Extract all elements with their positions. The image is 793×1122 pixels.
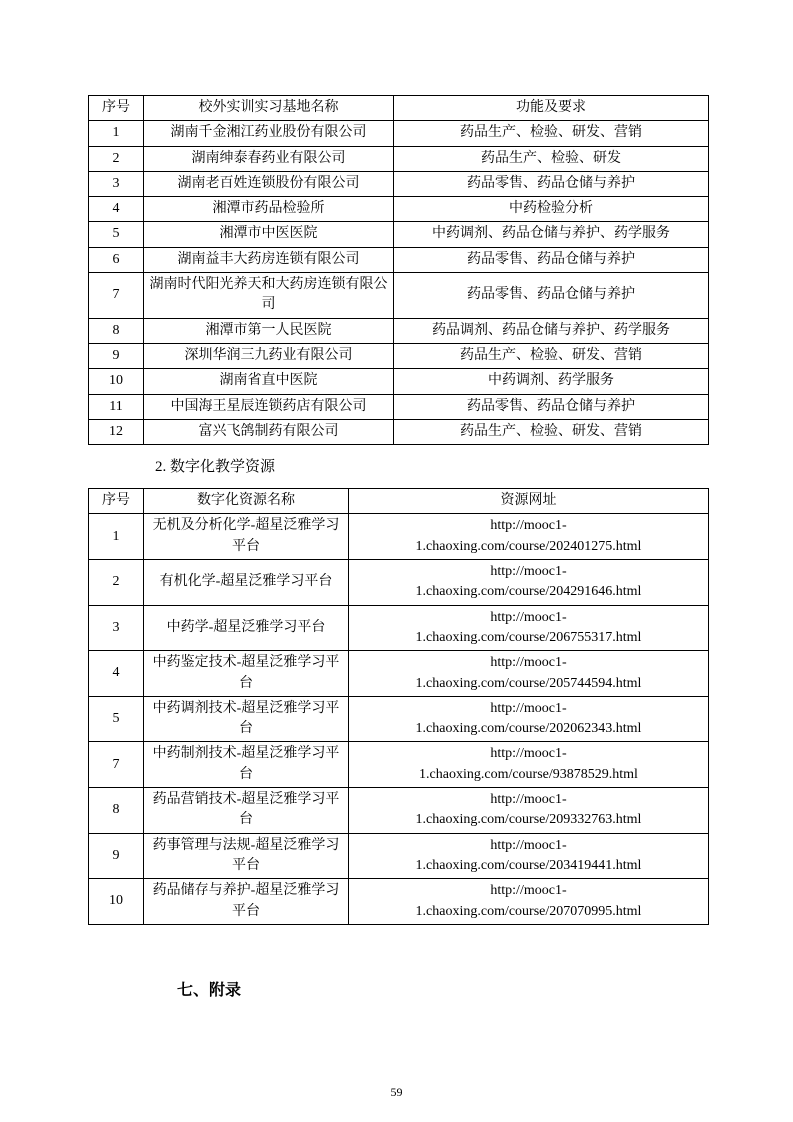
url-line: 1.chaoxing.com/course/209332763.html <box>415 812 642 828</box>
row-number: 7 <box>89 273 144 319</box>
table-row <box>89 419 709 444</box>
base-function: 药品零售、药品仓储与养护 <box>394 247 709 272</box>
resource-name: 药品储存与养护-超星泛雅学习平台 <box>144 879 349 925</box>
column-header-base-name: 校外实训实习基地名称 <box>144 96 394 121</box>
resource-name: 中药调剂技术-超星泛雅学习平台 <box>144 696 349 742</box>
table-row <box>89 343 709 368</box>
resource-url <box>349 651 709 697</box>
resource-name: 中药制剂技术-超星泛雅学习平台 <box>144 742 349 788</box>
url-line: http://mooc1- <box>490 746 567 762</box>
page-number: 59 <box>390 1085 403 1099</box>
row-number: 10 <box>89 369 144 394</box>
base-name: 湘潭市中医医院 <box>144 222 394 247</box>
row-number: 5 <box>89 696 144 742</box>
row-number: 1 <box>89 121 144 146</box>
base-name: 深圳华润三九药业有限公司 <box>144 343 394 368</box>
training-bases-table <box>88 95 709 445</box>
table-row <box>89 197 709 222</box>
table-header-row <box>89 96 709 121</box>
row-number: 9 <box>89 343 144 368</box>
base-name: 富兴飞鸽制药有限公司 <box>144 419 394 444</box>
table-row <box>89 394 709 419</box>
url-line: 1.chaoxing.com/course/202401275.html <box>415 538 642 554</box>
base-name: 湘潭市第一人民医院 <box>144 318 394 343</box>
row-number: 4 <box>89 651 144 697</box>
table-row <box>89 560 709 606</box>
resource-name: 中药学-超星泛雅学习平台 <box>144 605 349 651</box>
table-row <box>89 605 709 651</box>
url-line: http://mooc1- <box>490 518 567 534</box>
base-name: 湘潭市药品检验所 <box>144 197 394 222</box>
row-number: 12 <box>89 419 144 444</box>
url-line: 1.chaoxing.com/course/205744594.html <box>415 675 642 691</box>
base-name: 中国海王星辰连锁药店有限公司 <box>144 394 394 419</box>
table-row <box>89 696 709 742</box>
row-number: 9 <box>89 833 144 879</box>
digital-resources-table <box>88 488 709 925</box>
resource-url <box>349 833 709 879</box>
table-header-row <box>89 489 709 514</box>
url-line: http://mooc1- <box>490 564 567 580</box>
row-number: 11 <box>89 394 144 419</box>
column-header-number: 序号 <box>89 489 144 514</box>
table-row <box>89 879 709 925</box>
row-number: 2 <box>89 560 144 606</box>
table-row <box>89 318 709 343</box>
column-header-function: 功能及要求 <box>394 96 709 121</box>
resource-url <box>349 788 709 834</box>
resource-url <box>349 742 709 788</box>
url-line: 1.chaoxing.com/course/202062343.html <box>415 721 642 737</box>
table-row <box>89 273 709 319</box>
column-header-resource-name: 数字化资源名称 <box>144 489 349 514</box>
url-line: 1.chaoxing.com/course/204291646.html <box>415 584 642 600</box>
table-row <box>89 121 709 146</box>
base-function: 中药调剂、药品仓储与养护、药学服务 <box>394 222 709 247</box>
base-name: 湖南时代阳光养天和大药房连锁有限公司 <box>144 273 394 319</box>
url-line: http://mooc1- <box>490 700 567 716</box>
resource-url <box>349 560 709 606</box>
url-line: 1.chaoxing.com/course/206755317.html <box>415 629 642 645</box>
resource-name: 药品营销技术-超星泛雅学习平台 <box>144 788 349 834</box>
table-row <box>89 651 709 697</box>
base-name: 湖南绅泰春药业有限公司 <box>144 146 394 171</box>
row-number: 1 <box>89 514 144 560</box>
base-function: 药品生产、检验、研发 <box>394 146 709 171</box>
base-function: 药品调剂、药品仓储与养护、药学服务 <box>394 318 709 343</box>
column-header-resource-url: 资源网址 <box>349 489 709 514</box>
resource-url <box>349 696 709 742</box>
base-name: 湖南益丰大药房连锁有限公司 <box>144 247 394 272</box>
row-number: 10 <box>89 879 144 925</box>
url-line: 1.chaoxing.com/course/207070995.html <box>415 903 642 919</box>
url-line: 1.chaoxing.com/course/203419441.html <box>415 857 642 873</box>
base-function: 药品生产、检验、研发、营销 <box>394 343 709 368</box>
url-line: http://mooc1- <box>490 609 567 625</box>
url-line: http://mooc1- <box>490 837 567 853</box>
table-row <box>89 247 709 272</box>
base-name: 湖南省直中医院 <box>144 369 394 394</box>
row-number: 8 <box>89 788 144 834</box>
table-row <box>89 514 709 560</box>
table-row <box>89 742 709 788</box>
resource-url <box>349 605 709 651</box>
base-function: 药品生产、检验、研发、营销 <box>394 419 709 444</box>
section-heading-digital-resources: 2. 数字化教学资源 <box>155 459 276 476</box>
base-name: 湖南老百姓连锁股份有限公司 <box>144 171 394 196</box>
table-row <box>89 833 709 879</box>
base-function: 药品零售、药品仓储与养护 <box>394 273 709 319</box>
row-number: 3 <box>89 605 144 651</box>
table-row <box>89 369 709 394</box>
appendix-heading: 七、附录 <box>177 981 242 999</box>
resource-url <box>349 879 709 925</box>
url-line: http://mooc1- <box>490 655 567 671</box>
page-content <box>88 95 708 1000</box>
url-line: http://mooc1- <box>490 792 567 808</box>
resource-name: 药事管理与法规-超星泛雅学习平台 <box>144 833 349 879</box>
row-number: 8 <box>89 318 144 343</box>
row-number: 7 <box>89 742 144 788</box>
table-row <box>89 171 709 196</box>
base-function: 中药调剂、药学服务 <box>394 369 709 394</box>
row-number: 3 <box>89 171 144 196</box>
resource-name: 中药鉴定技术-超星泛雅学习平台 <box>144 651 349 697</box>
row-number: 4 <box>89 197 144 222</box>
table-row <box>89 788 709 834</box>
base-function: 药品零售、药品仓储与养护 <box>394 394 709 419</box>
url-line: http://mooc1- <box>490 883 567 899</box>
row-number: 2 <box>89 146 144 171</box>
row-number: 5 <box>89 222 144 247</box>
resource-name: 无机及分析化学-超星泛雅学习平台 <box>144 514 349 560</box>
base-name: 湖南千金湘江药业股份有限公司 <box>144 121 394 146</box>
base-function: 中药检验分析 <box>394 197 709 222</box>
row-number: 6 <box>89 247 144 272</box>
table-row <box>89 146 709 171</box>
column-header-number: 序号 <box>89 96 144 121</box>
url-line: 1.chaoxing.com/course/93878529.html <box>419 766 638 782</box>
resource-url <box>349 514 709 560</box>
table-row <box>89 222 709 247</box>
resource-name: 有机化学-超星泛雅学习平台 <box>144 560 349 606</box>
base-function: 药品零售、药品仓储与养护 <box>394 171 709 196</box>
base-function: 药品生产、检验、研发、营销 <box>394 121 709 146</box>
